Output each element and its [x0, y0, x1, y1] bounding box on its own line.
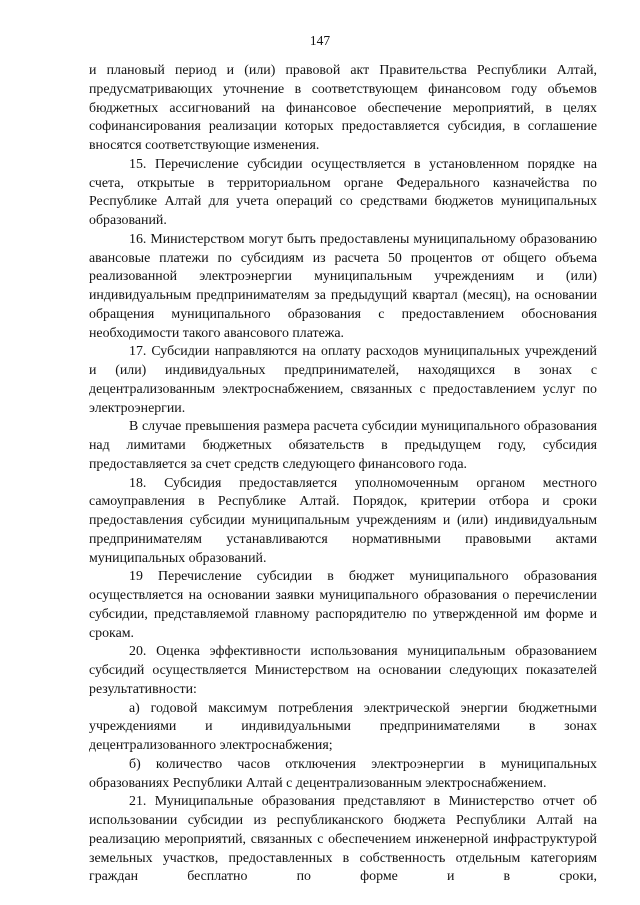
- paragraph-20: 20. Оценка эффективности использования муниципальным образованием субсидий осуществляется Министерством на основании следующих показателей результативности:: [89, 644, 597, 697]
- paragraph-18: 18. Субсидия предоставляется уполномоченным органом местного самоуправления в Республике Алтай. Порядок, критерии отбора и сроки предоставления субсидии муниципальным учреждениям и (или) индивидуальным предпринимателям устанавливаются нормативными правовыми актами муниципальных образований.: [89, 475, 597, 566]
- document-body: [89, 62, 597, 887]
- page-number: 147: [309, 33, 331, 48]
- paragraph-17: 17. Субсидии направляются на оплату расходов муниципальных учреждений и (или) индивидуальных предпринимателей, находящихся в зонах с децентрализованным электроснабжением, связанных с предоставлением услуг по электроэнергии.: [89, 344, 597, 416]
- paragraph-19: 19 Перечисление субсидии в бюджет муниципального образования осуществляется на основании заявки муниципального образования о перечислении субсидии, представляемой главному распорядителю по утвержденной им форме и срокам.: [89, 569, 597, 641]
- paragraph-15: 15. Перечисление субсидии осуществляется в установленном порядке на счета, открытые в территориальном органе Федерального казначейства по Республике Алтай для учета операций со средствами бюджетов муниципальных образований.: [89, 156, 597, 228]
- paragraph-16: 16. Министерством могут быть предоставлены муниципальному образованию авансовые платежи по субсидиям из расчета 50 процентов от общего объема реализованной электроэнергии муниципальным учреждениям и (или) индивидуальным предпринимателям за предыдущий квартал (месяц), на основании обращения муниципального образования с предоставлением обоснования необходимости такого авансового платежа.: [89, 231, 597, 341]
- paragraph-20-item-b: б) количество часов отключения электроэнергии в муниципальных образованиях Республики Алтай с децентрализованным электроснабжением.: [89, 756, 597, 791]
- paragraph-17-note: В случае превышения размера расчета субсидии муниципального образования над лимитами бюджетных обязательств в предыдущем году, субсидия предоставляется за счет средств следующего финансового года.: [89, 419, 597, 472]
- paragraph-21: 21. Муниципальные образования представляют в Министерство отчет об использовании субсидии из республиканского бюджета Республики Алтай на реализацию мероприятий, связанных с обеспечением инженерной инфраструктурой земельных участков, предоставленных в собственность отдельным категориям граждан бесплатно по форме и в сроки,: [89, 794, 597, 885]
- paragraph-continuation: и плановый период и (или) правовой акт Правительства Республики Алтай, предусматривающих уточнение в соответствующем финансовом году объемов бюджетных ассигнований на финансовое обеспечение мероприятий, в целях софинансирования реализации которых предоставляется субсидия, в соглашение вносятся соответствующие изменения.: [89, 63, 597, 153]
- paragraph-20-item-a: а) годовой максимум потребления электрической энергии бюджетными учреждениями и индивидуальными предпринимателями в зонах децентрализованного электроснабжения;: [89, 700, 597, 753]
